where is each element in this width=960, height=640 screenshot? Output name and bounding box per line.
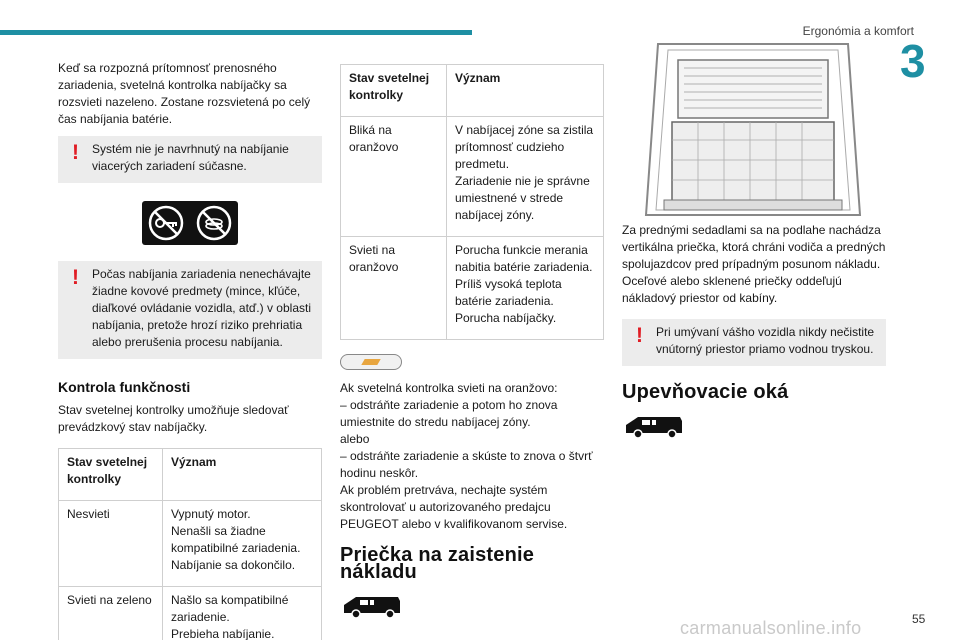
header-accent-bar bbox=[0, 30, 472, 35]
warning-text: Pri umývaní vášho vozidla nikdy nečistite vnútorný priestor priamo vodnou tryskou. bbox=[656, 325, 875, 356]
no-keys-icon bbox=[147, 204, 185, 242]
warning-icon: ! bbox=[636, 324, 643, 347]
status-table-2 bbox=[340, 64, 604, 340]
warning-icon: ! bbox=[72, 266, 79, 289]
table-header-row bbox=[59, 449, 322, 501]
table-cell-status: Bliká na oranžovo bbox=[341, 117, 447, 237]
section-heading-anchor-rings: Upevňovacie oká bbox=[622, 381, 789, 403]
section-title: Ergonómia a komfort bbox=[802, 24, 914, 38]
no-coins-icon bbox=[195, 204, 233, 242]
table-cell-meaning: Našlo sa kompatibilné zariadenie. Prebieha nabíjanie. bbox=[163, 587, 322, 640]
cargo-partition-illustration bbox=[638, 40, 868, 218]
table-header-status: Stav svetelnej kontrolky bbox=[59, 449, 163, 501]
table-row bbox=[341, 237, 604, 340]
page-number: 55 bbox=[912, 612, 926, 626]
warning-text: Počas nabíjania zariadenia nenechávajte žiadne kovové predmety (mince, kľúče, diaľkové ovládanie vozidla, atď.) v oblasti nabíjania, pretože hrozí riziko prehriatia alebo prerušenia procesu nabíjania. bbox=[92, 267, 311, 349]
prohibition-icons bbox=[58, 201, 322, 245]
table-cell-meaning: Vypnutý motor. Nenašli sa žiadne kompatibilné zariadenia. Nabíjanie sa dokončilo. bbox=[163, 501, 322, 587]
warning-icon: ! bbox=[72, 141, 79, 164]
orange-light-paragraph: Ak svetelná kontrolka svieti na oranžovo: – odstráňte zariadenie a potom ho znova umiestnite do stredu nabíjacej zóny. alebo – odstráňte zariadenie a skúste to znova o štvrť hodinu neskôr. Ak problém pretrváva, nechajte systém skontrolovať u autorizovaného predajcu PEUGEOT alebo v kvalifikovanom servise. bbox=[340, 381, 593, 531]
column-2 bbox=[340, 54, 604, 621]
partition-paragraph: Za prednými sedadlami sa na podlahe nachádza vertikálna priečka, ktorá chráni vodiča a predných spolujazdcov pred prípadným posunom nákladu. Oceľové alebo sklenené priečky oddeľujú nákladový priestor od kabíny. bbox=[622, 223, 886, 305]
table-cell-status: Svieti na zeleno bbox=[59, 587, 163, 640]
table-cell-status: Nesvieti bbox=[59, 501, 163, 587]
table-header-meaning: Význam bbox=[447, 65, 604, 117]
warning-box-washing bbox=[622, 319, 886, 366]
table-cell-status: Svieti na oranžovo bbox=[341, 237, 447, 340]
warning-box-metal-objects bbox=[58, 261, 322, 359]
van-icon bbox=[622, 411, 686, 441]
table-row bbox=[59, 587, 322, 640]
intro-paragraph: Keď sa rozpozná prítomnosť prenosného zariadenia, svetelná kontrolka nabíjačky sa rozsvieti nazeleno. Zostane rozsvietená po celý čas nabíjania batérie. bbox=[58, 61, 311, 126]
watermark: carmanualsonline.info bbox=[680, 618, 862, 638]
warning-text: Systém nie je navrhnutý na nabíjanie viacerých zariadení súčasne. bbox=[92, 142, 289, 173]
chapter-number: 3 bbox=[900, 35, 926, 87]
function-check-paragraph: Stav svetelnej kontrolky umožňuje sledovať prevádzkový stav nabíjačky. bbox=[58, 403, 289, 434]
status-table-1 bbox=[58, 448, 322, 640]
charger-indicator-icon bbox=[340, 354, 402, 370]
table-row bbox=[341, 117, 604, 237]
table-row bbox=[59, 501, 322, 587]
column-1 bbox=[58, 60, 322, 640]
table-cell-meaning: Porucha funkcie merania nabitia batérie zariadenia. Príliš vysoká teplota batérie zariadenia. Porucha nabíjačky. bbox=[447, 237, 604, 340]
section-heading-function-check: Kontrola funkčnosti bbox=[58, 379, 191, 395]
table-cell-meaning: V nabíjacej zóne sa zistila prítomnosť cudzieho predmetu. Zariadenie nie je správne umiestnené v strede nabíjacej zóny. bbox=[447, 117, 604, 237]
warning-box-multiple-devices bbox=[58, 136, 322, 183]
table-header-meaning: Význam bbox=[163, 449, 322, 501]
table-header-status: Stav svetelnej kontrolky bbox=[341, 65, 447, 117]
section-heading-load-partition: Priečka na zaistenie nákladu bbox=[340, 544, 535, 583]
van-icon bbox=[340, 591, 404, 621]
table-header-row bbox=[341, 65, 604, 117]
no-metal-objects-icon-panel bbox=[142, 201, 238, 245]
column-3 bbox=[622, 50, 886, 441]
